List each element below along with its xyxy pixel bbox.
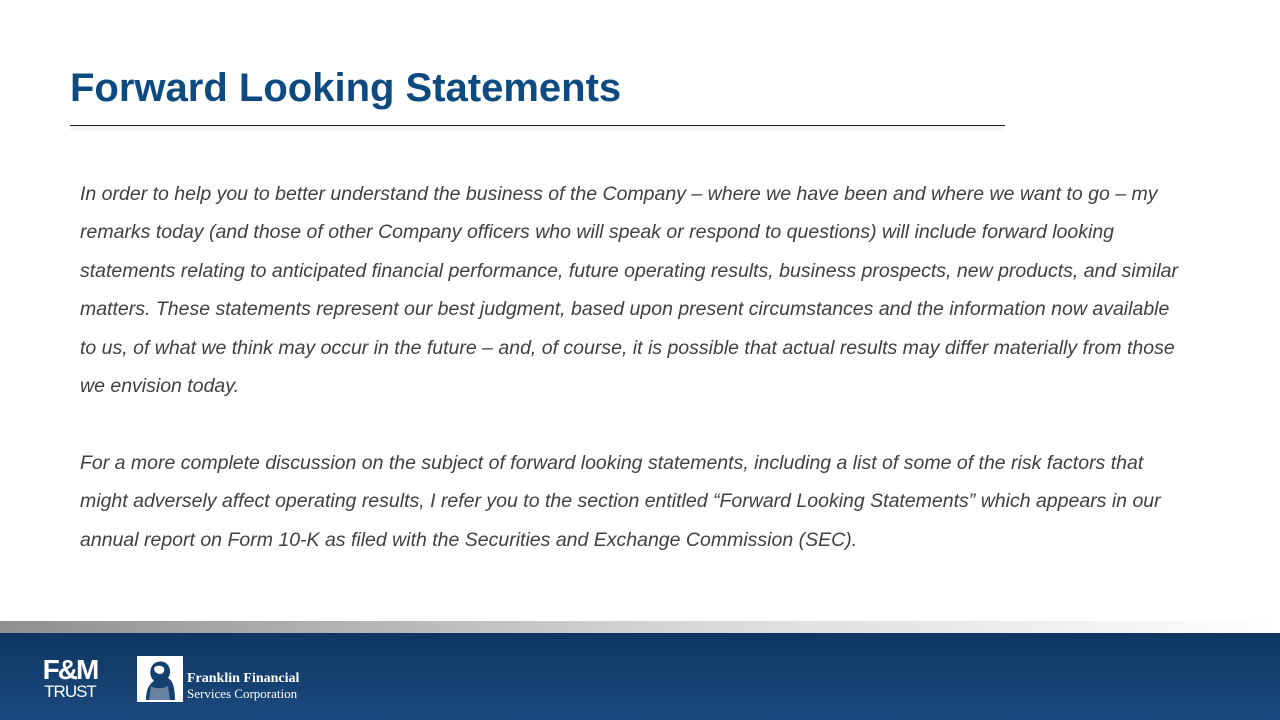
franklin-portrait-icon: [137, 656, 183, 702]
body-paragraph-2: For a more complete discussion on the subject of forward looking statements, including a list of some of the risk factors that might adversely affect operating results, I refer you to the section entitled “Forward Looking Statements” which appears in our annual report on Form 10-K as filed with the Securities and Exchange Commission (SEC).: [80, 451, 1161, 551]
ff-logo-line1: Franklin Financial: [187, 671, 300, 686]
ff-logo-line2: Services Corporation: [187, 685, 298, 701]
footer-stripe: [0, 621, 1280, 633]
fm-trust-logo: [28, 656, 112, 700]
slide-body: [80, 175, 1190, 559]
body-paragraph-1: In order to help you to better understand the business of the Company – where we have been and where we want to go – my remarks today (and those of other Company officers who will speak or respond to questions) will include forward looking statements relating to anticipated financial performance, future operating results, business prospects, new products, and similar matters. These statements represent our best judgment, based upon present circumstances and the information now available to us, of what we think may occur in the future – and, of course, it is possible that actual results may differ materially from those we envision today.: [80, 183, 1178, 398]
title-divider: [70, 125, 1005, 126]
franklin-financial-logo-text: [187, 672, 299, 700]
slide-title: Forward Looking Statements: [70, 66, 622, 110]
fm-logo-top: F&M: [42, 654, 98, 685]
fm-logo-bottom: TRUST: [44, 682, 96, 701]
